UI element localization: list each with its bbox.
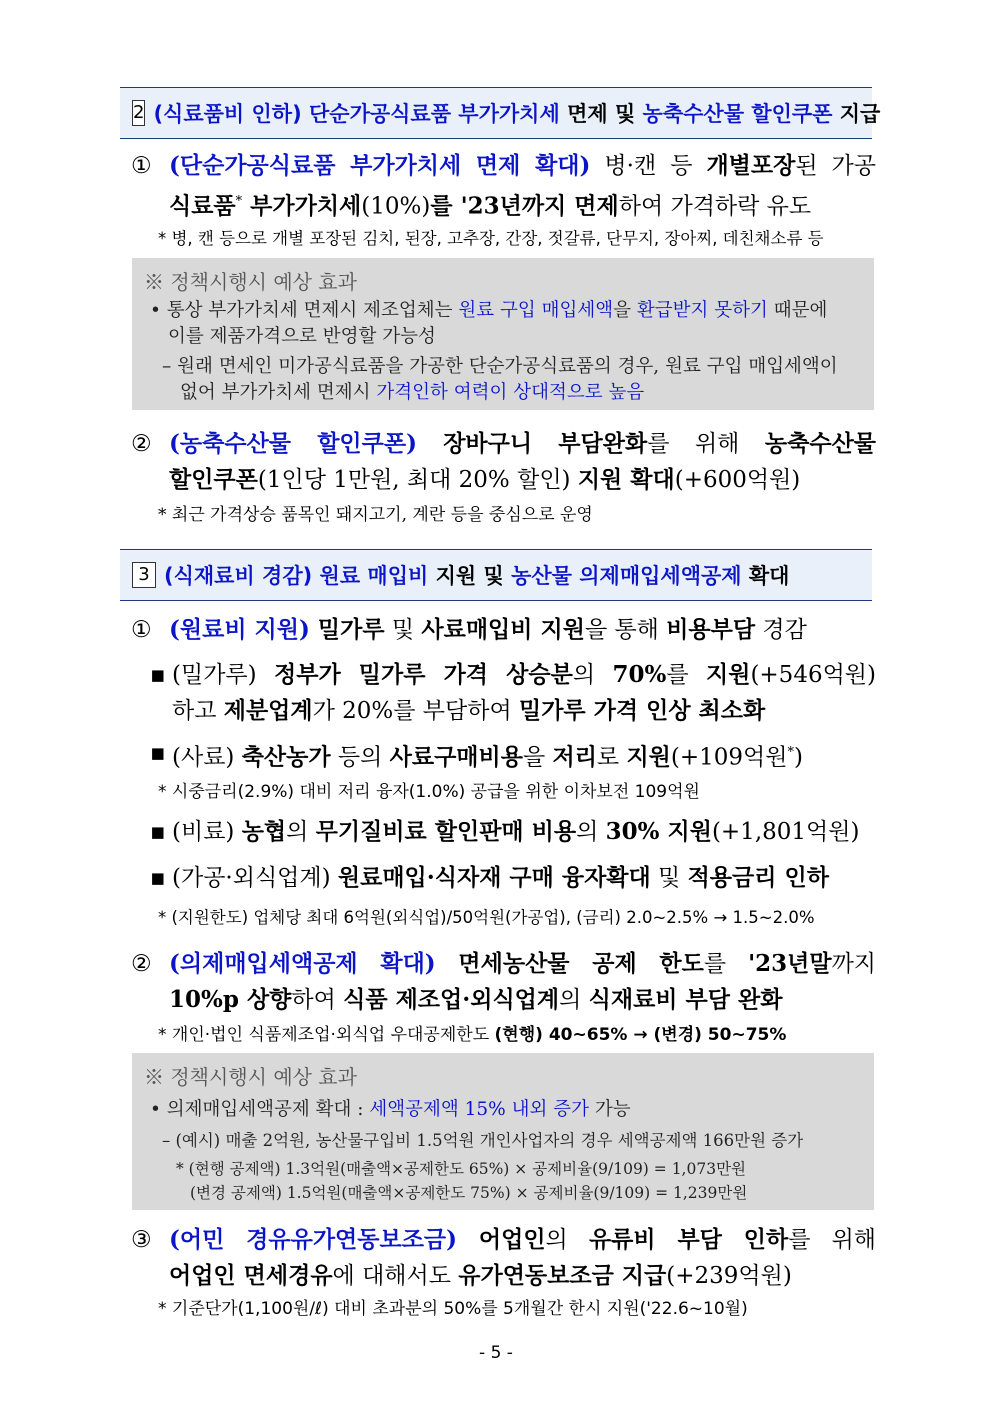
text: (가공·외식업계) — [172, 865, 338, 891]
item-number: ① — [131, 153, 152, 179]
text-highlight: 원료 구입 매입세액 — [458, 300, 614, 321]
text: * 개인·법인 식품제조업·외식업 우대공제한도 — [158, 1025, 495, 1045]
text-bold: 할인쿠폰 — [169, 466, 258, 493]
item-heading: (원료비 지원) — [169, 616, 310, 643]
text-bold: 를 — [430, 192, 461, 220]
text: 가 20%를 부담하여 — [312, 698, 519, 724]
text-bold: 식재료비 부담 완화 — [588, 986, 783, 1013]
item-heading: (농축수산물 할인쿠폰) — [169, 430, 417, 457]
text: 의 — [545, 1227, 589, 1253]
item-number: ② — [131, 431, 152, 457]
text-bold: 장바구니 부담완화 — [416, 430, 648, 457]
bullet-fertilizer-line — [172, 814, 876, 850]
text-bold: 지원 확대 — [577, 466, 675, 493]
text: 를 — [666, 662, 706, 688]
text: (10%) — [361, 193, 431, 220]
section-3-header — [120, 549, 872, 601]
text: 된 가공 — [795, 153, 876, 179]
section-2-topic-a: 단순가공식료품 부가가치세 — [309, 102, 560, 126]
item-heading: (어민 경유유가연동보조금) — [169, 1226, 458, 1253]
text-highlight: 가격인하 여력이 상대적으로 높음 — [376, 382, 645, 403]
text-highlight: 세액공제액 15% 내외 증가 — [369, 1099, 589, 1120]
section-3-topic-b: 농산물 의제매입세액공제 — [511, 564, 742, 588]
text: 로 — [596, 744, 627, 771]
text-bold: 식품 제조업·외식업계 — [343, 986, 560, 1013]
s2-item-1 — [131, 148, 876, 225]
s3-item-1-line-1 — [169, 612, 876, 648]
text: 까지 — [831, 951, 877, 977]
section-2-tail: 지급 — [839, 102, 881, 126]
text-bold: 밀가루 — [309, 616, 385, 643]
text-bold: 무기질비료 할인판매 비용 — [315, 818, 577, 845]
text: 가능 — [589, 1099, 631, 1120]
bullet-mark: ▪ — [150, 819, 166, 845]
text: 의 — [572, 662, 613, 688]
text-bold: '23년말 — [748, 950, 832, 977]
effect-box-line-3: * (현행 공제액) 1.3억원(매출액×공제한도 65%) × 공제비율(9/109) = 1,073만원 — [176, 1160, 747, 1178]
bullet-feed — [150, 735, 876, 776]
text-bold: 유가연동보조금 지급 — [458, 1262, 667, 1289]
text-bold: 저리 — [552, 743, 597, 771]
effect-box-line-4: (변경 공제액) 1.5억원(매출액×공제한도 75%) × 공제비율(9/109) = 1,239만원 — [190, 1184, 748, 1202]
s3-item-3 — [131, 1222, 876, 1294]
bullet-flour-line-1 — [172, 657, 876, 693]
footnote-mark: * — [787, 745, 794, 760]
text: (사료) — [172, 744, 242, 771]
text-bold: (현행) 40~65% → (변경) 50~75% — [494, 1025, 787, 1045]
bullet-mark: ▪ — [150, 865, 166, 891]
text: 의 — [559, 987, 589, 1013]
section-2-header — [120, 87, 881, 139]
text: 때문에 — [767, 300, 828, 321]
text: 및 — [650, 865, 688, 891]
effect-box-title: ※ 정책시행시 예상 효과 — [144, 270, 357, 294]
text-bold: 적용금리 인하 — [687, 864, 829, 891]
s3-item-3-note: * 기준단가(1,100원/ℓ) 대비 초과분의 50%를 5개월간 한시 지원('22.6~10월) — [158, 1299, 748, 1319]
text-bold: 식료품 — [169, 192, 236, 220]
text: 하여 가격하락 유도 — [618, 193, 812, 220]
text-bold: '23년까지 면제 — [460, 192, 619, 220]
text-bold: 10%p 상향 — [169, 986, 292, 1013]
text: (밀가루) — [172, 662, 275, 688]
text: 를 위해 — [788, 1227, 877, 1253]
text-bold: 정부가 밀가루 가격 상승분 — [274, 661, 573, 688]
bullet-mark: ▪ — [150, 662, 166, 688]
text: 없어 부가가치세 면제시 — [180, 382, 377, 403]
text-bold: 유류비 부담 인하 — [588, 1226, 789, 1253]
bullet-processing — [150, 860, 876, 896]
text: • 통상 부가가치세 면제시 제조업체는 — [150, 300, 459, 321]
text-bold: 어업인 면세경유 — [169, 1262, 333, 1289]
s3-item-1 — [131, 612, 876, 648]
text: 하여 — [291, 987, 344, 1013]
section-2-conj: 면제 및 — [567, 102, 636, 126]
section-3-tag: (식재료비 경감) — [164, 564, 313, 588]
text-bold: 제분업계 — [223, 697, 313, 724]
text-bold: 농협 — [241, 818, 287, 845]
text: (+239억원) — [666, 1263, 792, 1289]
page-number: - 5 - — [479, 1343, 513, 1363]
bullet-flour-line-2 — [172, 693, 876, 729]
text-bold: 30% 지원 — [605, 818, 712, 845]
text: 을 — [522, 744, 553, 771]
effect-box-1 — [132, 258, 874, 410]
s2-item-1-line-2 — [169, 184, 876, 225]
processing-note: * (지원한도) 업체당 최대 6억원(외식업)/50억원(가공업), (금리) 2.0~2.5% → 1.5~2.0% — [158, 908, 815, 927]
section-number: 2 — [132, 100, 145, 126]
text-bold: 축산농가 — [241, 743, 331, 771]
text: • 의제매입세액공제 확대 : — [150, 1099, 370, 1120]
item-number: ② — [131, 951, 152, 977]
text-bold: 원료매입·식자재 구매 융자확대 — [337, 864, 651, 891]
text-bold: 농축수산물 — [764, 430, 877, 457]
bullet-processing-line — [172, 860, 876, 896]
s2-item-2-line-2 — [169, 462, 876, 498]
footnote-mark: * — [235, 194, 243, 209]
text: ) — [793, 744, 803, 771]
feed-note: * 시중금리(2.9%) 대비 저리 융자(1.0%) 공급을 위한 이차보전 109억원 — [158, 782, 700, 802]
effect-box-2 — [132, 1053, 874, 1210]
text-highlight: 환급받지 못하기 — [636, 300, 768, 321]
text-bold: 사료매입비 지원 — [421, 616, 585, 643]
text-bold: 밀가루 가격 인상 최소화 — [519, 697, 766, 724]
text: 경감 — [755, 617, 807, 643]
text: 등의 — [330, 744, 390, 771]
text-bold: 지원 — [706, 661, 751, 688]
effect-box-line-4 — [180, 378, 644, 404]
item-heading: (의제매입세액공제 확대) — [169, 950, 436, 977]
text: 하고 — [172, 698, 224, 724]
item-heading: (단순가공식료품 부가가치세 면제 확대) — [169, 152, 591, 179]
s2-item-2 — [131, 426, 876, 498]
s3-item-3-line-2 — [169, 1258, 876, 1294]
s3-item-2 — [131, 946, 876, 1018]
s3-item-2-note — [158, 1022, 878, 1048]
text: 를 위해 — [647, 431, 765, 457]
text: 을 — [613, 300, 637, 321]
effect-box-line-2: – (예시) 매출 2억원, 농산물구입비 1.5억원 개인사업자의 경우 세액공제액 166만원 증가 — [162, 1131, 804, 1150]
text: (+109억원 — [670, 744, 788, 771]
bullet-feed-line — [172, 735, 876, 776]
text-bold: 부가가치세 — [242, 192, 362, 220]
effect-box-line-2: 이를 제품가격으로 반영할 가능성 — [168, 326, 436, 347]
text-bold: 면세농산물 공제 한도 — [435, 950, 704, 977]
s3-item-3-line-1 — [169, 1222, 876, 1258]
text-bold: 어업인 — [457, 1226, 546, 1253]
text-bold: 비용부담 — [666, 616, 756, 643]
effect-box-title: ※ 정책시행시 예상 효과 — [144, 1065, 357, 1089]
effect-box-line-1 — [150, 1095, 631, 1121]
text: 에 대해서도 — [332, 1263, 459, 1289]
section-number: 3 — [132, 562, 156, 588]
s3-item-2-line-2 — [169, 982, 876, 1018]
section-3-topic-a: 원료 매입비 — [319, 564, 429, 588]
text: 병·캔 등 — [590, 153, 707, 179]
section-3-conj: 지원 및 — [435, 564, 504, 588]
text: (+546억원) — [750, 662, 876, 688]
bullet-fertilizer — [150, 814, 876, 850]
text: (1인당 1만원, 최대 20% 할인) — [257, 467, 578, 493]
s2-item-2-note: * 최근 가격상승 품목인 돼지고기, 계란 등을 중심으로 운영 — [158, 505, 593, 525]
text-bold: 사료구매비용 — [389, 743, 523, 771]
text: 의 — [286, 819, 316, 845]
bullet-mark: ▪ — [150, 740, 166, 766]
s2-item-1-line-1 — [169, 148, 876, 184]
text: 및 — [384, 617, 422, 643]
effect-box-line-3: – 원래 면세인 미가공식료품을 가공한 단순가공식료품의 경우, 원료 구입 매입세액이 — [162, 356, 838, 377]
text: (비료) — [172, 819, 242, 845]
text: 의 — [576, 819, 606, 845]
text-bold: 개별포장 — [706, 152, 796, 179]
text: 를 — [703, 951, 749, 977]
text-bold: 지원 — [626, 743, 671, 771]
s2-item-1-note: * 병, 캔 등으로 개별 포장된 김치, 된장, 고추장, 간장, 젓갈류, 단무지, 장아찌, 데친채소류 등 — [158, 229, 824, 248]
effect-box-line-1 — [150, 296, 827, 322]
item-number: ③ — [131, 1227, 152, 1253]
s3-item-2-line-1 — [169, 946, 876, 982]
s2-item-2-line-1 — [169, 426, 876, 462]
text: 을 통해 — [584, 617, 667, 643]
section-2-topic-b: 농축수산물 할인쿠폰 — [642, 102, 833, 126]
item-number: ① — [131, 617, 152, 643]
section-2-tag: (식료품비 인하) — [153, 102, 302, 126]
text: (+600억원) — [674, 467, 801, 493]
text: (+1,801억원) — [711, 819, 860, 845]
text-bold: 70% — [612, 661, 667, 688]
section-3-tail: 확대 — [748, 564, 790, 588]
bullet-flour — [150, 657, 876, 729]
